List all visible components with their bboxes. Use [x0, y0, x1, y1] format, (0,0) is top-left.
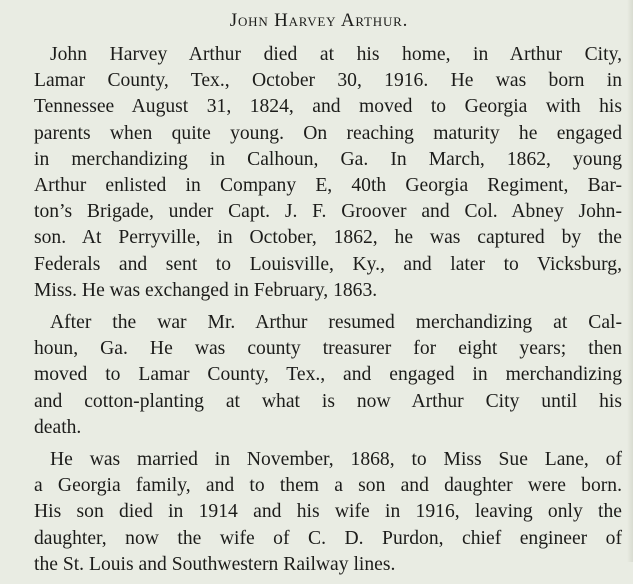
text-line: a Georgia family, and to them a son and daughter were born. [34, 475, 622, 497]
text-line: and cotton-planting at what is now Arthur City until his [34, 390, 622, 412]
text-line: ton’s Brigade, under Capt. J. F. Groover and Col. Abney John- [34, 201, 622, 223]
text-line: After the war Mr. Arthur resumed merchandizing at Cal- [50, 312, 622, 334]
document-title: John Harvey Arthur. [229, 10, 409, 31]
text-line: Tennessee August 31, 1824, and moved to Georgia with his [34, 96, 622, 118]
text-line: Federals and sent to Louisville, Ky., and later to Vicksburg, [34, 253, 622, 275]
text-line: houn, Ga. He was county treasurer for eight years; then [34, 338, 622, 360]
text-line: son. At Perryville, in October, 1862, he was captured by the [34, 227, 622, 249]
document-page [16, 8, 622, 584]
text-line: Lamar County, Tex., October 30, 1916. He was born in [34, 70, 622, 92]
text-line: Arthur enlisted in Company E, 40th Georgia Regiment, Bar- [34, 175, 622, 197]
text-line: Miss. He was exchanged in February, 1863. [34, 279, 378, 301]
paragraph-3 [16, 447, 622, 578]
text-line: death. [34, 416, 82, 438]
text-line: parents when quite young. On reaching maturity he engaged [34, 122, 622, 144]
text-line: in merchandizing in Calhoun, Ga. In March, 1862, young [34, 148, 622, 170]
text-line: His son died in 1914 and his wife in 1916, leaving only the [34, 501, 622, 523]
paragraph-2 [16, 310, 622, 441]
text-line: the St. Louis and Southwestern Railway lines. [34, 553, 396, 575]
text-line: moved to Lamar County, Tex., and engaged in merchandizing [34, 364, 622, 386]
text-line: John Harvey Arthur died at his home, in Arthur City, [50, 44, 622, 65]
paragraph-1 [16, 42, 622, 304]
text-line: He was married in November, 1868, to Miss Sue Lane, of [50, 449, 622, 471]
page-edge-shadow [627, 0, 633, 562]
text-line: daughter, now the wife of C. D. Purdon, chief engineer of [34, 527, 622, 549]
